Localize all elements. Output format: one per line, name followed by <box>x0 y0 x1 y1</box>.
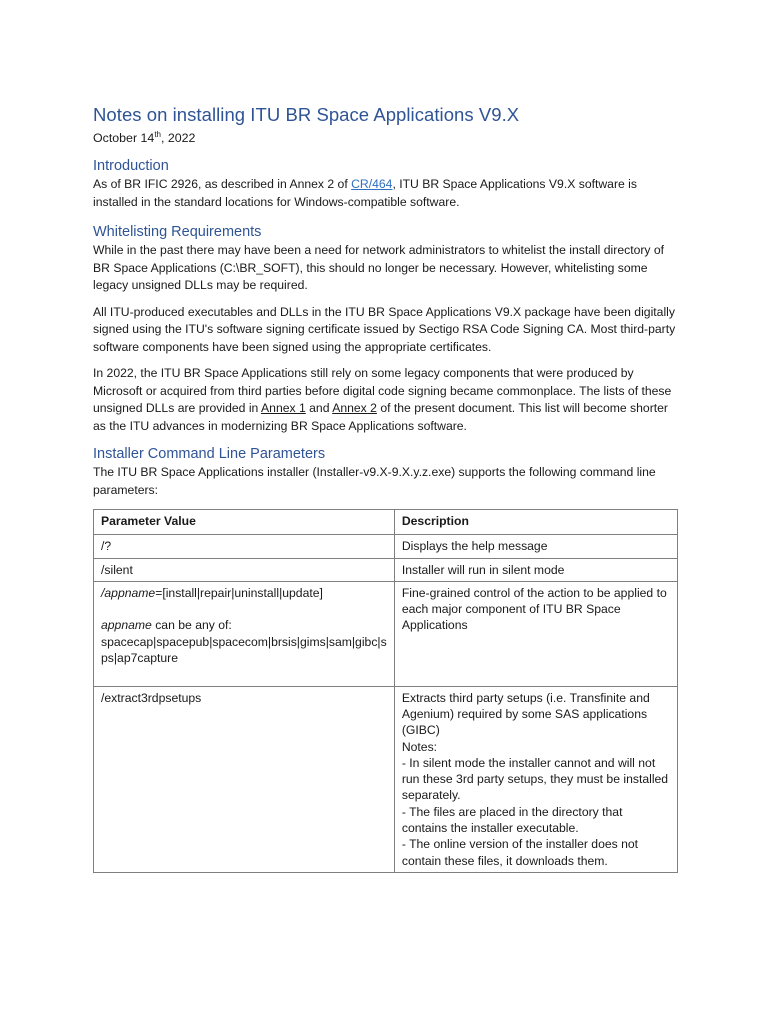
document-page <box>93 102 678 873</box>
description-line: Notes: <box>401 739 438 754</box>
description-line: - The online version of the installer does not contain these files, it downloads them. <box>401 837 639 868</box>
table-header-row <box>94 510 678 535</box>
installer-heading: Installer Command Line Parameters <box>93 446 326 462</box>
param-cell <box>94 581 395 686</box>
description-cell: Installer will run in silent mode <box>394 558 677 581</box>
whitelisting-section <box>93 222 678 435</box>
whitelisting-para-3-after: of the present document. This list will become shorter as the ITU advances in modernizing BR Space Applications software. <box>93 401 668 433</box>
parameters-table <box>93 509 678 873</box>
introduction-text-after: , ITU BR Space Applications V9.X software is installed in the standard locations for Windows-compatible software. <box>93 177 637 209</box>
appname-values: spacecap|spacepub|spacecom|brsis|gims|sam|gibc|sps|ap7capture <box>101 634 387 666</box>
description-line: - The files are placed in the directory that contains the installer executable. <box>401 804 623 836</box>
whitelisting-para-2: All ITU-produced executables and DLLs in the ITU BR Space Applications V9.X package have been digitally signed using the ITU's software signing certificate issued by Sectigo RSA Code Signing CA. Most third-party software components have been signed using the appropriate certificates. <box>93 304 676 354</box>
date-suffix: th <box>154 129 161 139</box>
date-year: , 2022 <box>160 131 196 145</box>
whitelisting-para-3 <box>93 365 678 435</box>
appname-actions: =[install|repair|uninstall|update] <box>155 585 323 600</box>
introduction-section <box>93 156 678 211</box>
annex-2-link[interactable]: Annex 2 <box>332 401 377 415</box>
description-cell: Fine-grained control of the action to be applied to each major component of ITU BR Space Applications <box>394 581 677 686</box>
cr464-link[interactable]: CR/464 <box>351 177 393 191</box>
appname-italic: /appname <box>101 585 156 600</box>
header-parameter-value: Parameter Value <box>94 510 395 535</box>
description-cell <box>394 686 677 872</box>
table-row <box>94 686 678 872</box>
installer-section <box>93 444 678 873</box>
whitelisting-para-3-before: In 2022, the ITU BR Space Applications still rely on some legacy components that were produced by Microsoft or acquired from third parties before digital code signing became commonplace. The lists of these unsigned DLLs are provided in <box>93 366 672 415</box>
introduction-text-before: As of BR IFIC 2926, as described in Annex 2 of <box>93 177 352 191</box>
table-row <box>94 558 678 581</box>
param-cell: /silent <box>94 558 395 581</box>
description-line: Extracts third party setups (i.e. Transfinite and Agenium) required by some SAS applications (GIBC) <box>401 690 650 738</box>
param-cell: /extract3rdpsetups <box>94 686 395 872</box>
date-prefix: October 14 <box>93 131 155 145</box>
installer-intro: The ITU BR Space Applications installer (Installer-v9.X-9.X.y.z.exe) supports the following command line parameters: <box>93 465 656 497</box>
appname-note-italic: appname <box>101 618 152 633</box>
table-row <box>94 581 678 686</box>
whitelisting-para-3-and: and <box>305 401 333 415</box>
appname-note <box>101 617 387 633</box>
description-cell: Displays the help message <box>394 535 677 558</box>
description-line: - In silent mode the installer cannot and will not run these 3rd party setups, they must be installed separately. <box>401 755 669 803</box>
document-title: Notes on installing ITU BR Space Applications V9.X <box>93 104 520 125</box>
appname-note-rest: can be any of: <box>151 618 232 633</box>
document-date <box>93 130 678 146</box>
param-cell: /? <box>94 535 395 558</box>
introduction-heading: Introduction <box>93 158 169 174</box>
whitelisting-heading: Whitelisting Requirements <box>93 224 262 240</box>
table-row <box>94 535 678 558</box>
appname-syntax <box>101 585 387 601</box>
annex-1-link[interactable]: Annex 1 <box>261 401 306 415</box>
whitelisting-para-1: While in the past there may have been a need for network administrators to whitelist the install directory of BR Space Applications (C:\BR_SOFT), this should no longer be necessary. However, whitelisting some legacy unsigned DLLs may be required. <box>93 243 665 292</box>
introduction-text <box>93 176 678 211</box>
header-description: Description <box>394 510 677 535</box>
